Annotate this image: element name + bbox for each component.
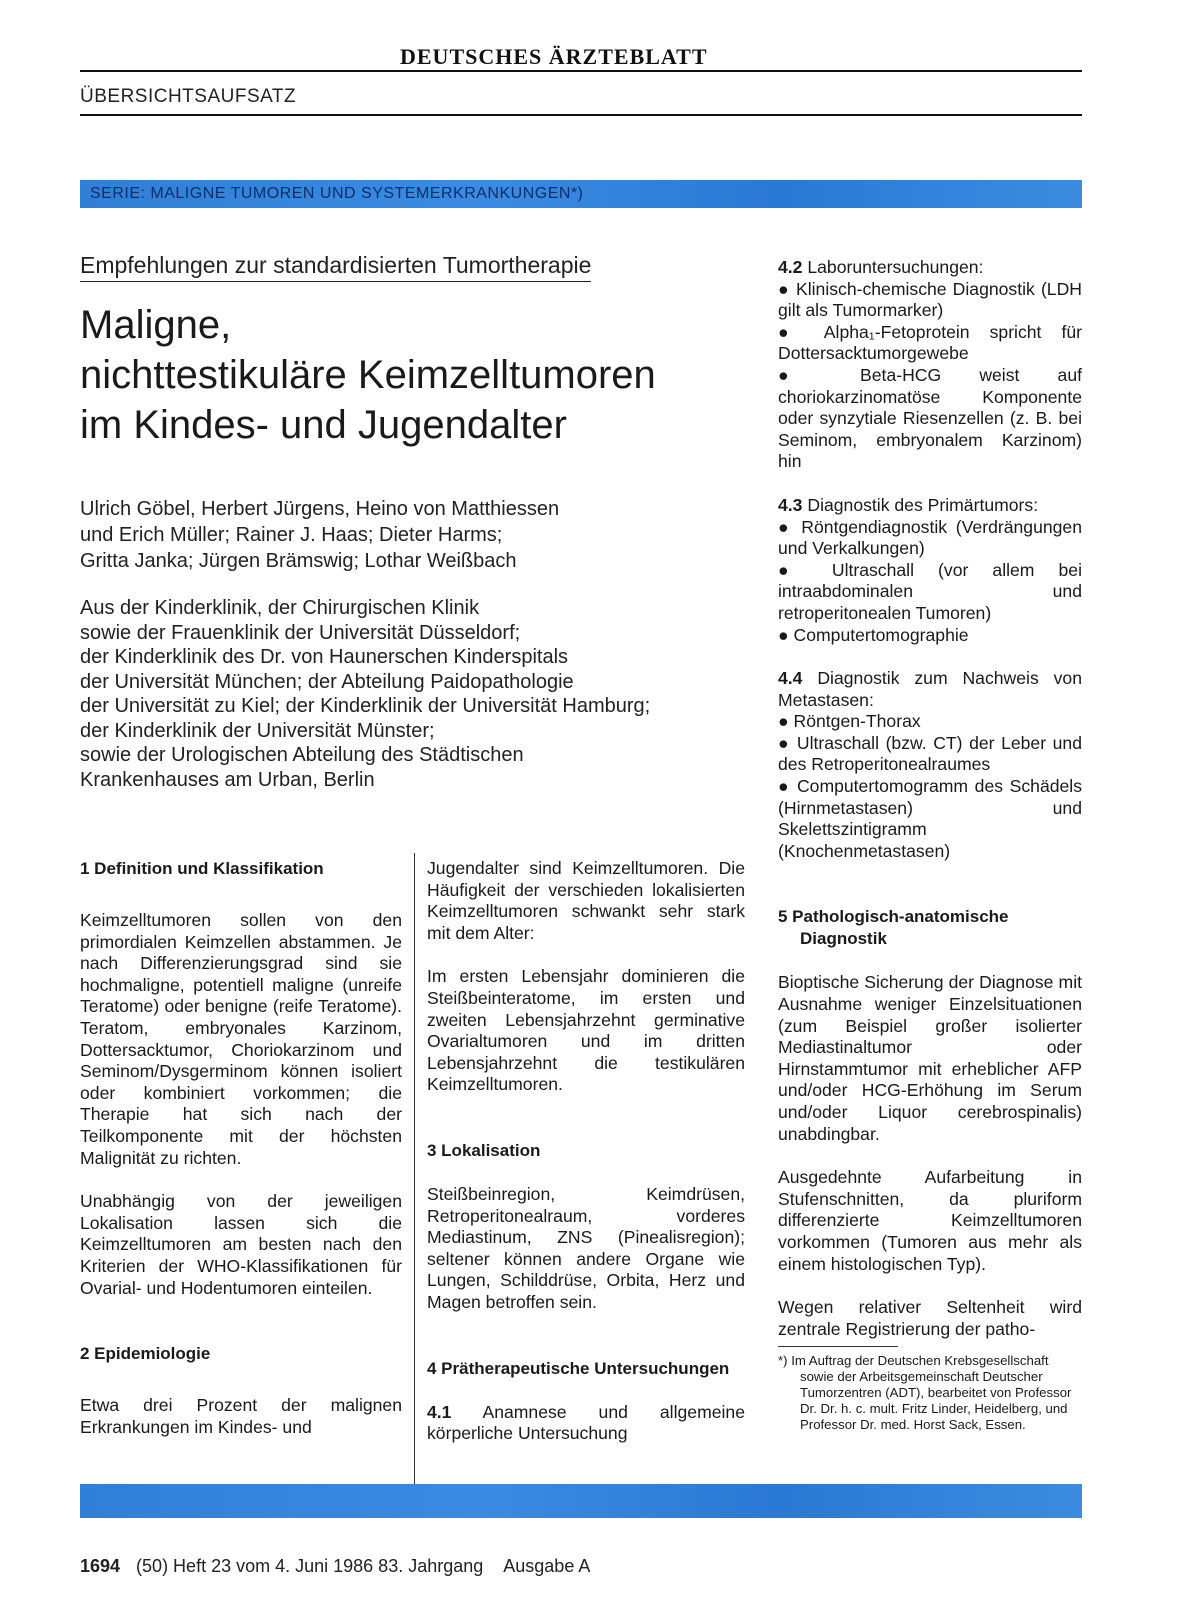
subsection-title: Laboruntersuchungen:: [802, 257, 984, 277]
page-number: 1694: [80, 1556, 121, 1576]
affiliations: [80, 596, 650, 792]
heading-definition: 1 Definition und Klassifikation: [80, 859, 324, 878]
title-line: nichttestikuläre Keimzelltumoren: [80, 353, 656, 397]
bullet-item: ● Alpha₁-Fetoprotein spricht für Dottersacktumorgewebe: [778, 322, 1082, 365]
bullet-item: ● Beta-HCG weist auf choriokarzinomatöse Komponente oder synzytiale Riesenzellen (z. B. bei Seminom, embryonalem Karzinom) hin: [778, 365, 1082, 473]
bullet-item: ● Computertomographie: [778, 625, 1082, 647]
paragraph: Bioptische Sicherung der Diagnose mit Ausnahme weniger Einzelsituationen (zum Beispiel großer isolierter Mediastinaltumor oder Hirnstammtumor mit erheblicher AFP und/oder HCG-Erhöhung im Serum und/oder Liquor cerebrospinalis) unabdingbar.: [778, 972, 1082, 1144]
affiliation-line: der Kinderklinik der Universität Münster;: [80, 719, 435, 742]
paragraph: Etwa drei Prozent der malignen Erkrankungen im Kindes- und: [80, 1395, 402, 1437]
affiliation-line: der Kinderklinik des Dr. von Haunerschen Kinderspitals: [80, 646, 569, 668]
heading-epidemiology: 2 Epidemiologie: [80, 1344, 211, 1364]
title-line: Maligne,: [80, 303, 232, 347]
text-column-1: [80, 858, 402, 1438]
text-column-3: [778, 257, 1082, 1433]
affiliation-line: Krankenhauses am Urban, Berlin: [80, 768, 375, 791]
heading-pretherapeutic: 4 Prätherapeutische Untersuchungen: [427, 1358, 730, 1378]
bullet-item: ● Ultraschall (vor allem bei intraabdominalen und retroperitonealen Tumoren): [778, 560, 1082, 625]
subsection-number: 4.2: [778, 257, 803, 277]
section-label: ÜBERSICHTSAUFSATZ: [80, 86, 297, 107]
subsection-4-2-title: [778, 257, 1082, 279]
paragraph: Ausgedehnte Aufarbeitung in Stufenschnitten, da pluriform differenzierte Keimzelltumoren vorkommen (Tumoren aus mehr als einem histologischen Typ).: [778, 1167, 1082, 1274]
title-line: im Kindes- und Jugendalter: [80, 403, 567, 447]
affiliation-line: der Universität München; der Abteilung Paidopathologie: [80, 670, 574, 693]
affiliation-line: sowie der Frauenklinik der Universität Düsseldorf;: [80, 621, 521, 644]
author-line: Ulrich Göbel, Herbert Jürgens, Heino von Matthiessen: [80, 498, 560, 520]
affiliation-line: Aus der Kinderklinik, der Chirurgischen Klinik: [80, 597, 480, 619]
subsection-number: 4.1: [427, 1401, 452, 1422]
subsection-title: Diagnostik zum Nachweis von Metastasen:: [778, 668, 1082, 710]
section-rule: [80, 114, 1082, 116]
footnote-rule: [778, 1346, 898, 1347]
masthead-rule: [80, 70, 1082, 72]
footnote: *) Im Auftrag der Deutschen Krebsgesellschaft sowie der Arbeitsgemeinschaft Deutscher Tumorzentren (ADT), bearbeitet von Professor Dr. Dr. h. c. mult. Fritz Linder, Heidelberg, und Professor Dr. med. Horst Sack, Essen.: [778, 1353, 1072, 1433]
paragraph: Im ersten Lebensjahr dominieren die Steißbeinteratome, im ersten und zweiten Lebensjahrzehnt germinative Ovarialtumoren und im dritten Lebensjahrzehnt die testikulären Keimzelltumoren.: [427, 966, 745, 1095]
bottom-band: [80, 1484, 1082, 1518]
subsection-4-3-title: [778, 495, 1082, 517]
subsection-number: 4.4: [778, 668, 803, 689]
bullet-item: ● Röntgendiagnostik (Verdrängungen und Verkalkungen): [778, 517, 1082, 560]
paragraph: Jugendalter sind Keimzelltumoren. Die Häufigkeit der verschieden lokalisierten Keimzelltumoren schwankt sehr stark mit dem Alter:: [427, 858, 745, 943]
article-title: [80, 300, 760, 450]
bullet-item: ● Ultraschall (bzw. CT) der Leber und des Retroperitonealraumes: [778, 733, 1082, 776]
affiliation-line: sowie der Urologischen Abteilung des Städtischen: [80, 744, 524, 766]
paragraph: Steißbeinregion, Keimdrüsen, Retroperitonealraum, vorderes Mediastinum, ZNS (Pinealisregion); seltener können andere Organe wie Lungen, Schilddrüse, Orbita, Herz und Magen betroffen sein.: [427, 1183, 745, 1312]
edition: Ausgabe A: [503, 1556, 591, 1576]
paragraph: Unabhängig von der jeweiligen Lokalisation lassen sich die Keimzelltumoren am besten nach den Kriterien der WHO-Klassifikationen für Ovarial- und Hodentumoren einteilen.: [80, 1191, 402, 1298]
article-kicker: Empfehlungen zur standardisierten Tumortherapie: [80, 252, 591, 282]
column-divider: [414, 853, 415, 1485]
affiliation-line: der Universität zu Kiel; der Kinderklinik der Universität Hamburg;: [80, 695, 651, 717]
bullet-item: ● Röntgen-Thorax: [778, 711, 1082, 733]
issue-info: (50) Heft 23 vom 4. Juni 1986 83. Jahrgang: [136, 1556, 484, 1576]
author-line: Gritta Janka; Jürgen Brämswig; Lothar Weißbach: [80, 550, 517, 572]
author-line: und Erich Müller; Rainer J. Haas; Dieter Harms;: [80, 524, 503, 546]
page-footer: [80, 1556, 590, 1577]
subsection-4-4-title: [778, 668, 1082, 711]
subsection-number: 4.3: [778, 494, 803, 515]
bullet-item: ● Computertomogramm des Schädels (Hirnmetastasen) und Skelettszintigramm (Knochenmetastasen): [778, 776, 1082, 862]
paragraph: Wegen relativer Seltenheit wird zentrale Registrierung der patho-: [778, 1297, 1082, 1339]
bullet-item: ● Klinisch-chemische Diagnostik (LDH gilt als Tumormarker): [778, 279, 1082, 322]
subsection-title: Diagnostik des Primärtumors:: [802, 494, 1039, 515]
heading-localisation: 3 Lokalisation: [427, 1140, 541, 1160]
series-label: SERIE: MALIGNE TUMOREN UND SYSTEMERKRANKUNGEN*): [90, 185, 584, 202]
text-column-2: [427, 858, 745, 1445]
author-list: [80, 496, 559, 574]
masthead: DEUTSCHES ÄRZTEBLATT: [400, 44, 708, 69]
subsection-text: Anamnese und allgemeine körperliche Untersuchung: [427, 1401, 745, 1444]
paragraph: Keimzelltumoren sollen von den primordialen Keimzellen abstammen. Je nach Differenzierungsgrad sind sie hochmaligne, potentiell maligne (unreife Teratome) oder benigne (reife Teratome). Teratom, embryonales Karzinom, Dottersacktumor, Choriokarzinom und Seminom/Dysgerminom können isoliert oder kombiniert vorkommen; die Therapie hat sich nach der Teilkomponente mit der höchsten Malignität zu richten.: [80, 910, 402, 1168]
heading-pathology: 5 Pathologisch-anatomische Diagnostik: [778, 907, 1009, 949]
subsection-4-1: [427, 1402, 745, 1445]
